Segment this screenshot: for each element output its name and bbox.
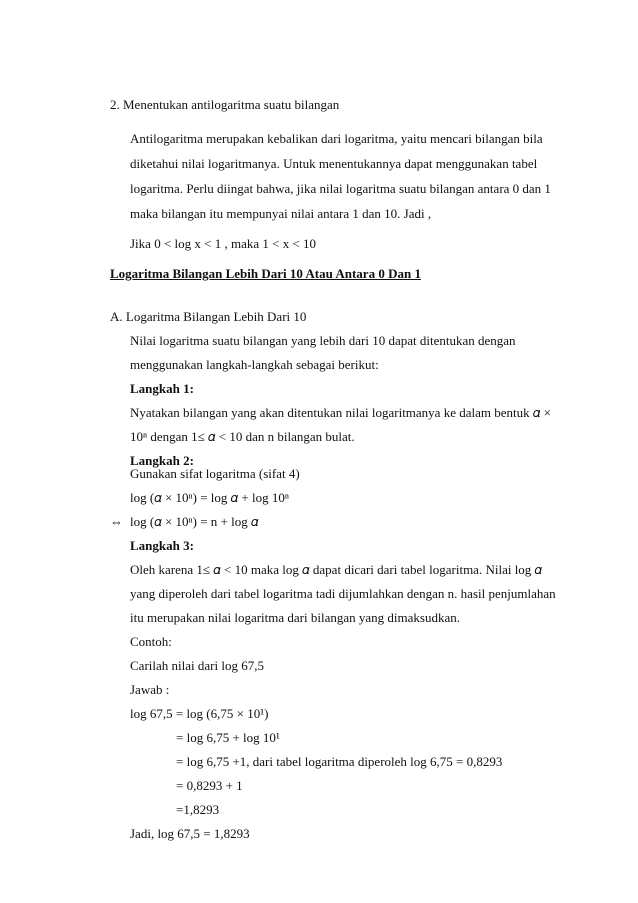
example-label: Contoh:	[130, 634, 172, 649]
paragraph-line: diketahui nilai logaritmanya. Untuk menentukannya dapat menggunakan tabel	[130, 156, 538, 171]
step-3-text: itu merupakan nilai logaritma dari bilangan yang dimaksudkan.	[130, 610, 460, 625]
solution-step: = 0,8293 + 1	[176, 778, 243, 793]
step-2-text: Gunakan sifat logaritma (sifat 4)	[130, 466, 300, 481]
solution-step: = log 6,75 +1, dari tabel logaritma diperoleh log 6,75 = 0,8293	[176, 754, 503, 769]
step-2-formula: log (𝛼 × 10ⁿ) = n + log 𝛼	[130, 514, 259, 529]
step-2-formula: log (𝛼 × 10ⁿ) = log 𝛼 + log 10ⁿ	[130, 490, 289, 505]
step-3-text: yang diperoleh dari tabel logaritma tadi dijumlahkan dengan n. hasil penjumlahan	[130, 586, 556, 601]
solution-step: =1,8293	[176, 802, 220, 817]
step-3-label: Langkah 3:	[130, 538, 194, 553]
section-2-heading: 2. Menentukan antilogaritma suatu bilangan	[110, 97, 340, 112]
solution-step: = log 6,75 + log 10¹	[176, 730, 280, 745]
example-question: Carilah nilai dari log 67,5	[130, 658, 264, 673]
conclusion: Jadi, log 67,5 = 1,8293	[130, 826, 250, 841]
part-a-heading: A. Logaritma Bilangan Lebih Dari 10	[110, 309, 307, 324]
paragraph-line: maka bilangan itu mempunyai nilai antara 1 dan 10. Jadi ,	[130, 206, 432, 221]
section-title: Logaritma Bilangan Lebih Dari 10 Atau Antara 0 Dan 1	[110, 266, 421, 281]
step-2-label: Langkah 2:	[130, 453, 194, 468]
step-1-label: Langkah 1:	[130, 381, 194, 396]
paragraph-line: Antilogaritma merupakan kebalikan dari logaritma, yaitu mencari bilangan bila	[130, 131, 543, 146]
intro-line: Nilai logaritma suatu bilangan yang lebih dari 10 dapat ditentukan dengan	[130, 333, 516, 348]
rule-statement: Jika 0 < log x < 1 , maka 1 < x < 10	[130, 236, 317, 251]
solution-step: log 67,5 = log (6,75 × 10¹)	[130, 706, 269, 721]
equivalence-arrow-icon: ⇔	[110, 514, 123, 529]
step-1-text: 10ⁿ dengan 1≤ 𝛼 < 10 dan n bilangan bulat.	[130, 429, 355, 444]
paragraph-line: logaritma. Perlu diingat bahwa, jika nilai logaritma suatu bilangan antara 0 dan 1	[130, 181, 551, 196]
step-1-text: Nyatakan bilangan yang akan ditentukan nilai logaritmanya ke dalam bentuk 𝛼 ×	[130, 405, 551, 420]
step-3-text: Oleh karena 1≤ 𝛼 < 10 maka log 𝛼 dapat dicari dari tabel logaritma. Nilai log 𝛼	[130, 562, 543, 577]
answer-label: Jawab :	[130, 682, 170, 697]
intro-line: menggunakan langkah-langkah sebagai berikut:	[130, 357, 379, 372]
